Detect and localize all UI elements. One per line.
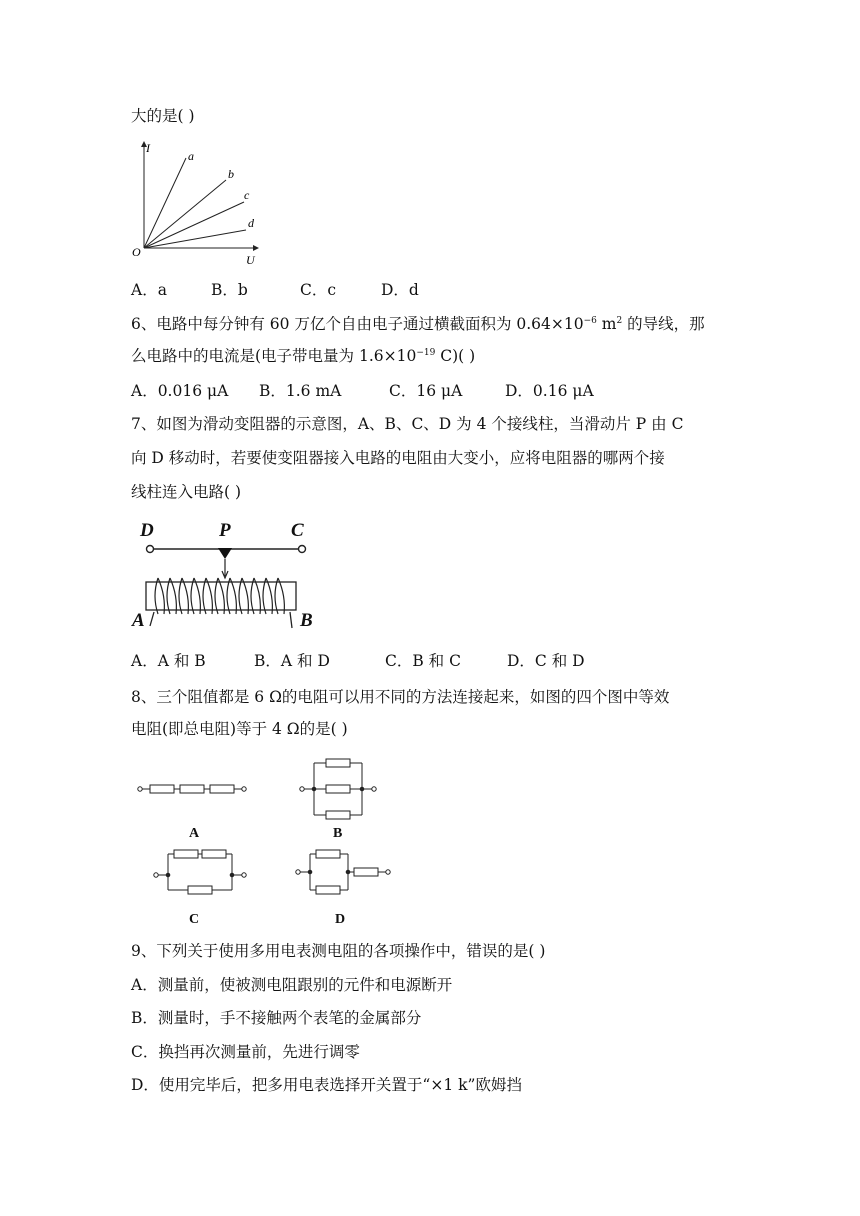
q5-option-c: C．c	[300, 281, 337, 299]
q7-rheostat-figure	[128, 516, 328, 636]
label-c: C	[291, 520, 304, 541]
circuit-c	[154, 850, 246, 894]
line-c	[144, 202, 244, 248]
q8-stem-line2: 电阻(即总电阻)等于 4 Ω的是( )	[131, 720, 348, 738]
q7-stem-line2: 向 D 移动时，若要使变阻器接入电路的电阻由大变小，应将电阻器的哪两个接	[131, 449, 665, 467]
circuit-label-c: C	[189, 912, 200, 927]
q6-option-b: B．1.6 mA	[259, 382, 342, 400]
q7-option-c: C．B 和 C	[385, 652, 461, 670]
q7-stem-line3: 线柱连入电路( )	[131, 483, 242, 501]
circuit-d	[296, 850, 390, 894]
circuit-label-a: A	[189, 826, 200, 841]
q8-stem-line1: 8、三个阻值都是 6 Ω的电阻可以用不同的方法连接起来，如图的四个图中等效	[131, 688, 670, 706]
q6-exponent-2: 2	[616, 316, 623, 326]
q6-exponent-3: −19	[416, 348, 436, 358]
q6-unit-m: m	[596, 315, 617, 333]
slider-p	[218, 548, 232, 559]
q6-line2-pre: 么电路中的电流是(电子带电量为 1.6×10	[131, 347, 417, 365]
line-label-b: b	[228, 167, 234, 181]
q9-option-a: A．测量前，使被测电阻跟别的元件和电源断开	[131, 976, 453, 994]
line-b	[144, 180, 226, 248]
q6-line1-end: 的导线，那	[622, 315, 705, 333]
q6-line2-post: C)( )	[435, 347, 476, 365]
q7-option-d: D．C 和 D	[507, 652, 585, 670]
q9-option-d: D．使用完毕后，把多用电表选择开关置于“×1 k”欧姆挡	[131, 1076, 522, 1094]
line-label-a: a	[188, 149, 194, 163]
q7-stem-line1: 7、如图为滑动变阻器的示意图，A、B、C、D 为 4 个接线柱，当滑动片 P 由 C	[131, 415, 684, 433]
coil-windings	[155, 578, 284, 614]
q6-stem-line2	[131, 346, 475, 366]
q5-option-b: B．b	[211, 281, 248, 299]
circuit-label-d: D	[335, 912, 346, 927]
line-label-d: d	[248, 216, 254, 230]
label-d: D	[140, 520, 154, 541]
q6-option-d: D．0.16 μA	[505, 382, 594, 400]
q7-option-b: B．A 和 D	[254, 652, 330, 670]
label-a: A	[132, 610, 145, 631]
q6-option-c: C．16 μA	[389, 382, 463, 400]
line-a	[144, 158, 186, 248]
line-d	[144, 230, 246, 248]
label-p: P	[219, 520, 231, 541]
q8-circuit-figures	[130, 752, 410, 932]
q6-exponent-1: −6	[583, 316, 597, 326]
q6-line1-pre: 6、电路中每分钟有 60 万亿个自由电子通过横截面积为 0.64×10	[131, 315, 584, 333]
q7-option-a: A．A 和 B	[131, 652, 206, 670]
q9-option-c: C．换挡再次测量前，先进行调零	[131, 1043, 360, 1061]
q9-option-b: B．测量时，手不接触两个表笔的金属部分	[131, 1009, 422, 1027]
terminal-d	[147, 546, 154, 553]
label-b: B	[300, 610, 313, 631]
q6-stem-line1	[131, 314, 705, 334]
q6-option-a: A．0.016 μA	[131, 382, 229, 400]
axis-label-i: I	[146, 141, 150, 155]
q5-option-a: A．a	[131, 281, 167, 299]
q9-stem: 9、下列关于使用多用电表测电阻的各项操作中，错误的是( )	[131, 942, 546, 960]
axis-label-u: U	[246, 253, 255, 267]
circuit-a	[138, 785, 246, 793]
origin-label: O	[132, 245, 141, 259]
circuit-b	[300, 759, 376, 819]
q5-iu-graph	[128, 136, 268, 268]
circuit-label-b: B	[333, 826, 343, 841]
q5-stem-tail: 大的是( )	[131, 107, 195, 125]
q5-option-d: D．d	[381, 281, 419, 299]
line-label-c: c	[244, 188, 250, 202]
terminal-c	[299, 546, 306, 553]
